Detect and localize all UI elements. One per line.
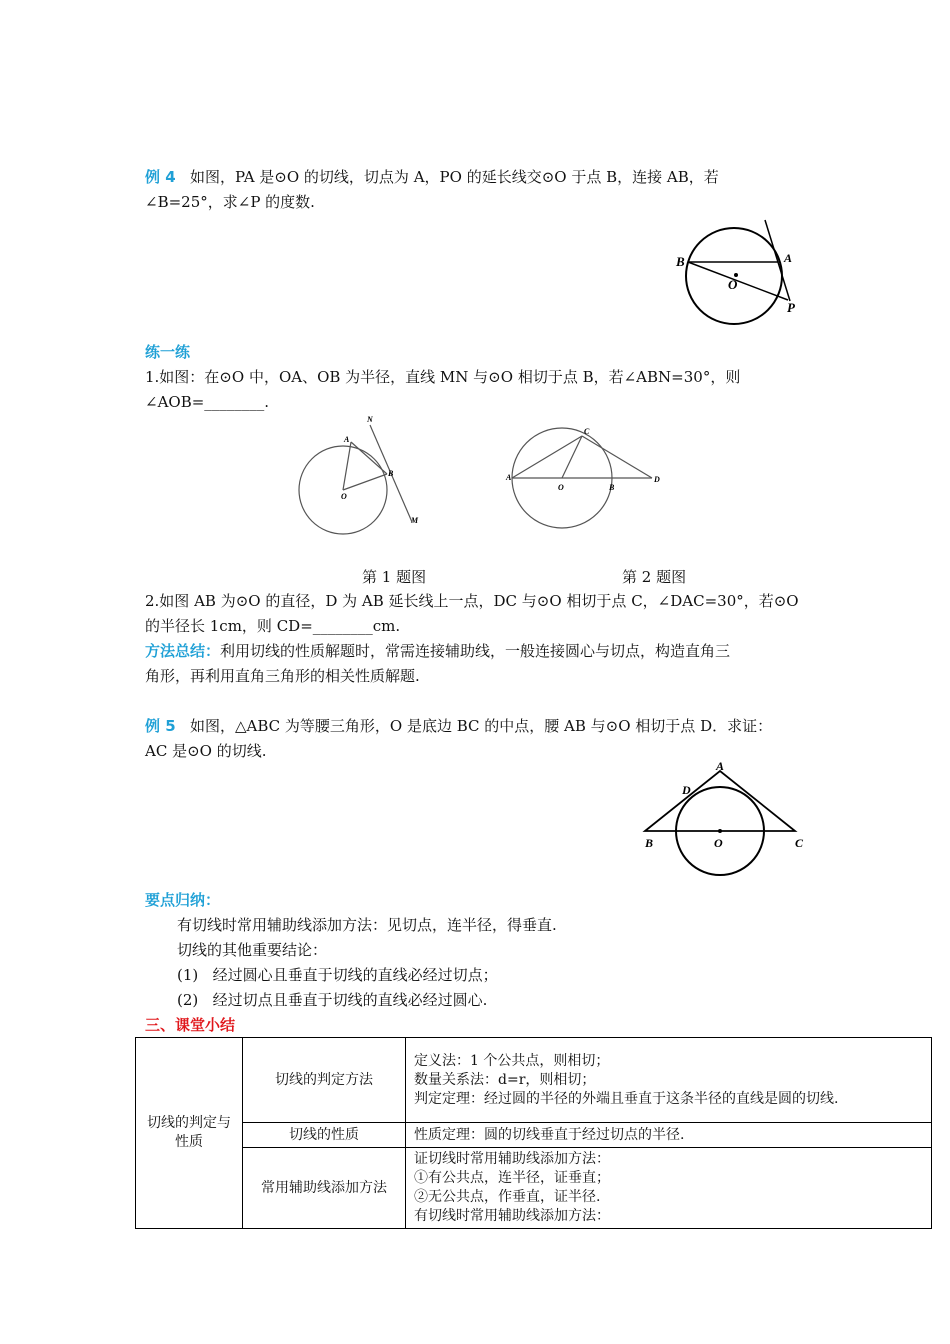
- example-5-figure: [635, 758, 815, 883]
- method-text-2: 角形，再利用直角三角形的相关性质解题.: [145, 667, 420, 685]
- label-o: O: [728, 277, 738, 292]
- fig1-label-o: O: [341, 492, 347, 501]
- key-points-line1: 有切线时常用辅助线添加方法：见切点，连半径，得垂直.: [177, 916, 557, 934]
- summary-row-2-content: [406, 1123, 932, 1148]
- fig2-label-o: O: [558, 483, 564, 492]
- label-c5: C: [795, 836, 804, 850]
- practice-q1-line2: ∠AOB=________.: [145, 393, 270, 411]
- summary-row-3-line: ①有公共点，连半径，证垂直；: [414, 1170, 610, 1186]
- fig1-label-a: A: [344, 435, 350, 444]
- practice-figure-2: [500, 420, 670, 540]
- example-5: [145, 714, 807, 764]
- fig1-label-n: N: [367, 415, 373, 424]
- method-text-1: 利用切线的性质解题时，常需连接辅助线，一般连接圆心与切点，构造直角三: [220, 642, 731, 660]
- summary-row-3-line: ②无公共点，作垂直，证半径.: [414, 1189, 601, 1205]
- summary-row-2-name: 切线的性质: [243, 1123, 406, 1148]
- key-points-title: 要点归纳：: [145, 891, 221, 909]
- fig2-label-b: B: [609, 483, 615, 492]
- label-b: B: [676, 254, 685, 269]
- method-label: 方法总结：: [145, 642, 221, 660]
- practice-figure-1: [295, 410, 435, 540]
- label-a5: A: [716, 759, 725, 773]
- summary-row-3-content: [406, 1148, 932, 1229]
- fig1-label-b: B: [388, 469, 394, 478]
- summary-table: [135, 1037, 932, 1229]
- summary-row-2-line: 性质定理：圆的切线垂直于经过切点的半径.: [414, 1126, 685, 1143]
- summary-row-3-line: 证切线时常用辅助线添加方法：: [414, 1151, 610, 1167]
- summary-row-1-line: 数量关系法：d=r，则相切；: [414, 1071, 596, 1088]
- summary-row-1-line: 判定定理：经过圆的半径的外端且垂直于这条半径的直线是圆的切线.: [414, 1090, 839, 1107]
- practice-q1-line1: 1.如图：在⊙O 中，OA、OB 为半径，直线 MN 与⊙O 相切于点 B，若∠ABN=30°，则: [145, 368, 741, 386]
- example-5-text-2: AC 是⊙O 的切线.: [145, 742, 267, 760]
- summary-title: 三、课堂小结: [145, 1016, 236, 1034]
- fig1-label-m: M: [411, 516, 419, 525]
- example-4-text-1: 如图，PA 是⊙O 的切线，切点为 A，PO 的延长线交⊙O 于点 B，连接 AB，若: [189, 168, 719, 186]
- figure-2-caption: 第 2 题图: [622, 568, 687, 586]
- table-row: [136, 1038, 932, 1123]
- summary-row-1-content: [406, 1038, 932, 1123]
- summary-row-1-line: 定义法：1 个公共点，则相切；: [414, 1052, 610, 1069]
- label-p: P: [787, 300, 795, 315]
- practice-title: 练一练: [145, 343, 191, 361]
- summary-row-3-name: 常用辅助线添加方法: [243, 1148, 406, 1229]
- key-points-line2: 切线的其他重要结论：: [177, 941, 328, 959]
- practice-q2-line2: 的半径长 1cm，则 CD=________cm.: [145, 617, 401, 635]
- practice-q2-line1: 2.如图 AB 为⊙O 的直径，D 为 AB 延长线上一点，DC 与⊙O 相切于点 C，∠DAC=30°，若⊙O: [145, 592, 799, 610]
- line-bp: [688, 262, 788, 300]
- key-points: [145, 888, 807, 1038]
- summary-row-1-name: 切线的判定方法: [243, 1038, 406, 1123]
- summary-row-3-line: 有切线时常用辅助线添加方法：: [414, 1208, 610, 1224]
- label-b5: B: [645, 836, 654, 850]
- fig2-label-d: D: [654, 475, 660, 484]
- fig2-label-c: C: [584, 427, 590, 436]
- figure-1-caption: 第 1 题图: [362, 568, 427, 586]
- label-a: A: [784, 251, 793, 265]
- example-4-label: 例 4: [145, 168, 176, 186]
- practice-q2: [145, 589, 807, 689]
- example-4: [145, 165, 807, 215]
- example-4-figure: [670, 215, 810, 335]
- example-5-label: 例 5: [145, 717, 176, 735]
- example-5-text-1: 如图，△ABC 为等腰三角形，O 是底边 BC 的中点，腰 AB 与⊙O 相切于点 D．求证：: [189, 717, 773, 735]
- practice-section: [145, 340, 807, 415]
- key-points-item2-num: (2): [177, 991, 199, 1009]
- table-row: [136, 1123, 932, 1148]
- key-points-item1-num: (1): [177, 966, 199, 984]
- fig2-label-a: A: [506, 473, 512, 482]
- key-points-item2: 经过切点且垂直于切线的直线必经过圆心.: [212, 991, 488, 1009]
- label-o5: O: [714, 836, 723, 850]
- summary-root: 切线的判定与性质: [136, 1038, 243, 1229]
- example-4-text-2: ∠B=25°，求∠P 的度数.: [145, 193, 315, 211]
- table-row: [136, 1148, 932, 1229]
- key-points-item1: 经过圆心且垂直于切线的直线必经过切点；: [212, 966, 498, 984]
- label-d5: D: [682, 783, 691, 797]
